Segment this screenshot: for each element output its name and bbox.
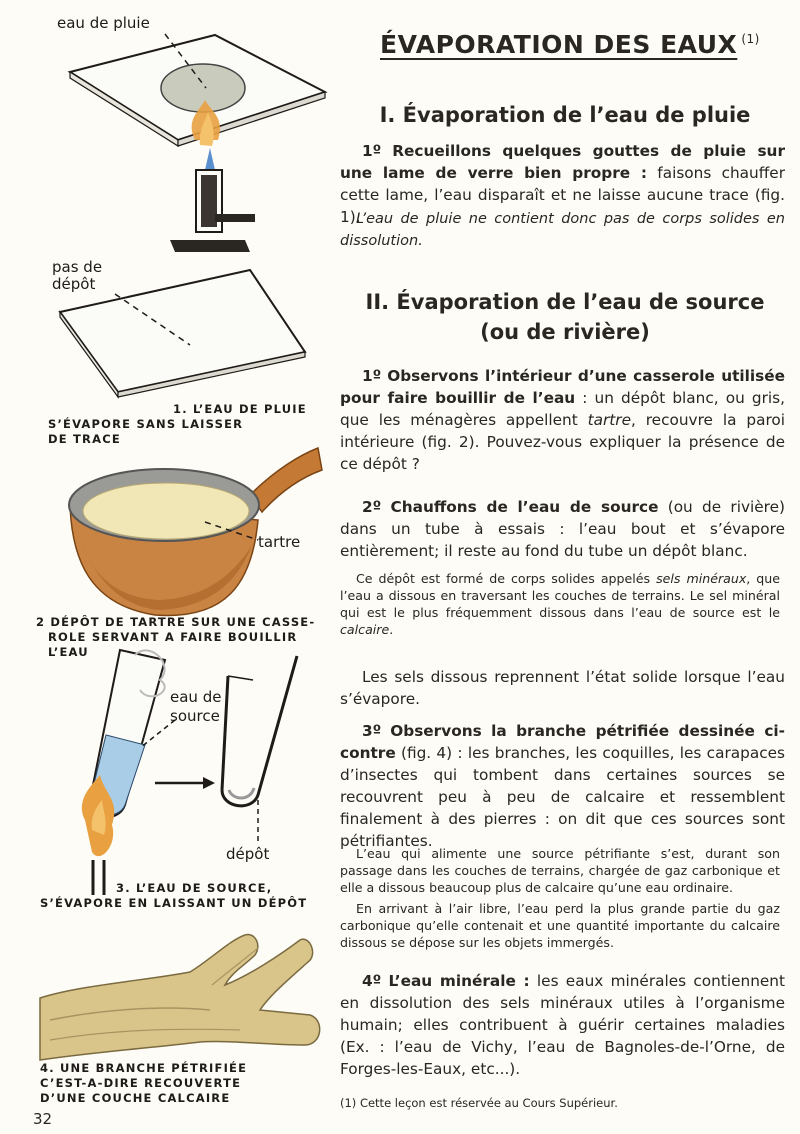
fig1-caption-line2: S’ÉVAPORE SANS LAISSER [48,417,244,431]
fig1-caption [48,402,307,447]
section2-small-note3: En arrivant à l’air libre, l’eau perd la plus grande partie du gaz carbonique qu’elle contenait et une quantité importante du calcaire dissous se dépose sur les objets immergés. [340,901,780,950]
fig3-label-spring-water [170,688,221,726]
fig4-caption-line2: C’EST-A-DIRE RECOUVERTE [40,1076,242,1090]
s1p1-number: 1º [362,142,382,160]
section2-paragraph3: Les sels dissous reprennent l’état solide lorsque l’eau s’évapore. [340,668,785,708]
section1-heading: I. Évaporation de l’eau de pluie [379,103,751,127]
s1p1-bold: Recueillons quelques gouttes de pluie sur une lame de verre bien propre : [340,142,785,182]
s2p5-bold: L’eau minérale : [388,972,530,990]
fig2-caption-line1: 2 DÉPÔT DE TARTRE SUR UNE CASSE- [36,615,316,629]
fig1-label-no-deposit-line2: dépôt [52,275,96,293]
s2p4-text: (fig. 4) : les branches, les coquilles, les carapaces d’insectes qui tombent dans certaines sources se recouvrent peu à peu de calcaire et ressemblent finalement à des pierres : on dit que ces sources sont pétrifiantes. [340,744,785,850]
s2p4-number: 3º [362,722,382,740]
fig2-caption-line2: ROLE SERVANT A FAIRE BOUILLIR [48,630,298,644]
s2p5-number: 4º [362,972,382,990]
fig2-caption [36,615,315,660]
section2-small-note1 [340,570,780,638]
sn1-text2: , que l’eau a dissous en traversant les couches de terrains. Le sel minéral qui est le plus fréquemment dissous dans l’eau de source est le [340,571,780,620]
title-footnote-marker: (1) [741,32,760,46]
s2p1-italic: tartre [587,411,631,429]
fig4-petrified-branch [40,935,320,1060]
s1p1-text: faisons chauffer cette lame, l’eau disparaît et ne laisse aucune trace (fig. 1). [340,164,785,226]
page-number: 32 [33,1110,53,1128]
fig4-caption-line3: D’UNE COUCHE CALCAIRE [40,1091,231,1105]
s2p1-bold: Observons l’intérieur d’une casserole utilisée pour faire bouillir de l’eau [340,367,785,407]
s2p2-text: (ou de rivière) dans un tube à essais : l’eau bout et s’évapore entièrement; il reste au fond du tube un dépôt blanc. [340,498,785,560]
section2-heading [340,287,790,347]
fig1-caption-line3: DE TRACE [48,432,121,446]
section1-paragraph2: L’eau de pluie ne contient donc pas de corps solides en dissolution. [340,211,785,249]
fig1-label-no-deposit [52,259,102,293]
fig2-caption-line3: L’EAU [48,645,89,659]
s2p1-text2: , recouvre la paroi intérieure (fig. 2). Pouvez-vous expliquer la présence de ce dépôt ? [340,411,786,473]
fig3-caption [40,881,307,911]
fig1-glass-plate-burner [70,34,325,252]
fig4-caption-line1: 4. UNE BRANCHE PÉTRIFIÉE [40,1061,248,1075]
s2p1-number: 1º [362,367,382,385]
fig1-label-no-deposit-line1: pas de [52,258,103,276]
section2-heading-line2: (ou de rivière) [480,320,650,344]
fig2-saucepan [69,448,322,615]
section2-paragraph5 [340,970,785,1080]
sn1-text: Ce dépôt est formé de corps solides appelés [356,571,657,586]
sn1-italic2: calcaire [340,622,390,637]
section2-heading-line1: II. Évaporation de l’eau de source [365,290,765,314]
fig1-label-rain-water: eau de pluie [57,14,150,32]
fig3-caption-line1: 3. L’EAU DE SOURCE, [116,881,273,895]
section2-paragraph2 [340,496,785,562]
fig3-caption-line2: S’ÉVAPORE EN LAISSANT UN DÉPÔT [40,896,308,910]
sn1-italic: sels minéraux [656,571,747,586]
s2p2-number: 2º [362,498,382,516]
s2p2-bold: Chauffons de l’eau de source [390,498,659,516]
section2-small-note2: L’eau qui alimente une source pétrifiante s’est, durant son passage dans les couches de terrains, chargée de gaz carbonique et elle a dissous beaucoup plus de calcaire qu’une eau ordinaire. [340,846,780,895]
footnote: (1) Cette leçon est réservée au Cours Supérieur. [340,1096,618,1110]
s2p4-bold: Observons la branche pétrifiée dessinée ci-contre [340,722,785,762]
page-title [380,30,780,59]
fig2-label-scale: tartre [258,533,301,551]
sn1-text3: . [389,622,394,637]
page-title-text: ÉVAPORATION DES EAUX [380,30,738,59]
fig4-caption [40,1061,247,1106]
fig3-label-spring-water-line2: source [170,707,220,725]
section2-paragraph4 [340,720,785,852]
s2p5-text: les eaux minérales contiennent en dissolution des sels minéraux utiles à l’organisme humain; elles contribuent à guérir certaines maladies (Ex. : l’eau de Vichy, l’eau de Bagnoles-de-l’Orne, de Forges-les-Eaux, etc...). [340,972,785,1078]
section2-paragraph1 [340,365,785,475]
fig1-caption-line1: 1. L’EAU DE PLUIE [173,402,307,416]
fig3-label-spring-water-line1: eau de [170,688,222,706]
s2p1-text: : un dépôt blanc, ou gris, que les ménagères appellent [340,389,786,429]
fig3-label-deposit: dépôt [226,845,270,863]
